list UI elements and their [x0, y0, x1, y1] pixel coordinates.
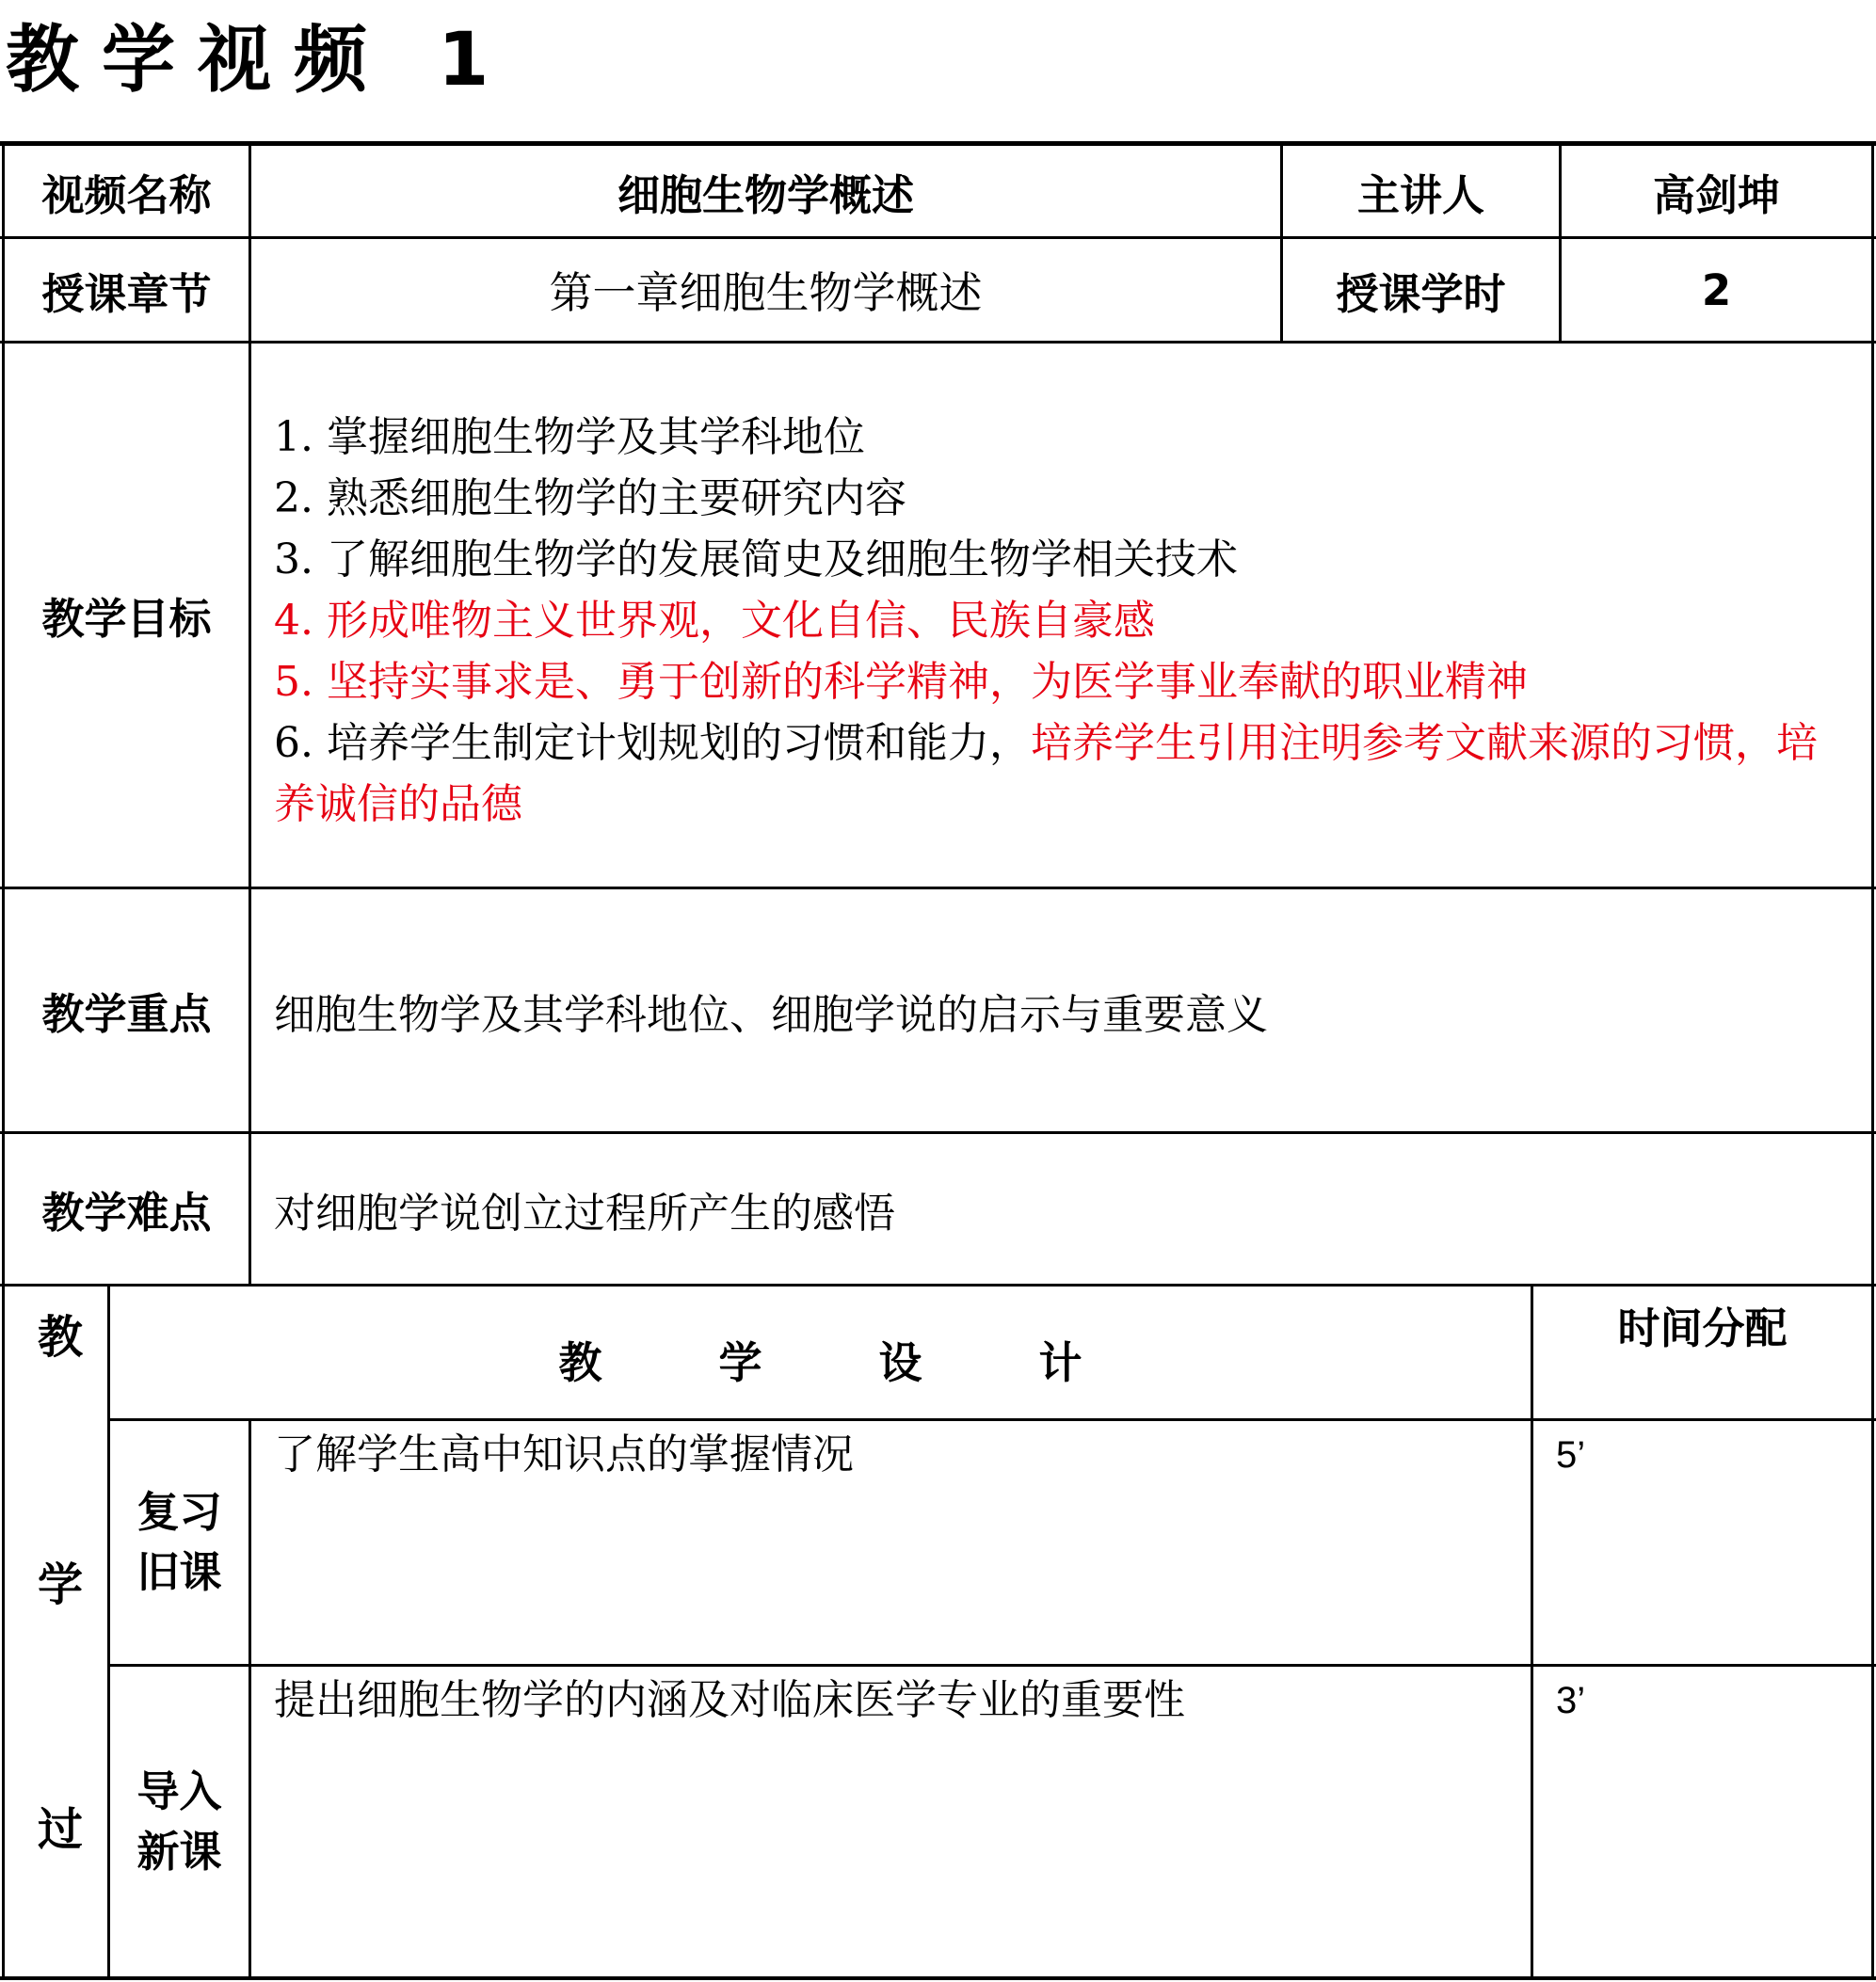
chapter-value: 第一章细胞生物学概述 [549, 267, 983, 318]
process-row-text: 提出细胞生物学的内涵及对临床医学专业的重要性 [274, 1676, 1185, 1724]
design-header-char: 学 [718, 1337, 762, 1388]
objective-item: 4. 形成唯物主义世界观，文化自信、民族自豪感 [274, 597, 1155, 645]
process-row-label [110, 1421, 249, 1664]
objective-item: 5. 坚持实事求是、勇于创新的科学精神，为医学事业奉献的职业精神 [274, 658, 1528, 706]
process-label-char: 学 [37, 1558, 83, 1611]
process-row-time-value: 5’ [1556, 1434, 1586, 1476]
key-points-content [251, 889, 1871, 1131]
lesson-plan-table [0, 141, 1876, 1982]
objective-item-text: 6. 培养学生制定计划规划的习惯和能力， [274, 719, 1031, 767]
objective-item [274, 712, 1855, 835]
process-row-label-line: 旧课 [136, 1547, 222, 1597]
difficulties-content [251, 1134, 1871, 1284]
video-name-label: 视频名称 [41, 169, 212, 220]
lecturer-value: 高剑坤 [1652, 169, 1780, 220]
process-row-label-line: 导入 [136, 1766, 222, 1816]
process-row-label-line: 复习 [136, 1487, 222, 1537]
process-row-text: 了解学生高中知识点的掌握情况 [274, 1431, 854, 1479]
design-header-char: 教 [558, 1337, 602, 1388]
page-title: 教学视频 1 [6, 18, 512, 103]
difficulties-text: 对细胞学说创立过程所产生的感悟 [274, 1189, 895, 1238]
objectives-label: 教学目标 [41, 594, 212, 644]
key-points-label: 教学重点 [41, 989, 212, 1039]
design-header-char: 计 [1038, 1337, 1082, 1388]
lecturer-label: 主讲人 [1356, 169, 1484, 220]
process-label-char: 教 [37, 1311, 83, 1364]
process-row-label-line: 新课 [136, 1826, 222, 1877]
hours-label: 授课学时 [1336, 268, 1506, 319]
objective-item: 3. 了解细胞生物学的发展简史及细胞生物学相关技术 [274, 535, 1238, 583]
objectives-content [251, 344, 1871, 887]
process-row-time [1533, 1421, 1871, 1664]
design-header [110, 1287, 1531, 1418]
process-row-time [1533, 1667, 1871, 1976]
objective-item: 1. 掌握细胞生物学及其学科地位 [274, 413, 865, 461]
objective-item: 2. 熟悉细胞生物学的主要研究内容 [274, 474, 906, 522]
process-row-time-value: 3’ [1556, 1680, 1586, 1721]
process-row-content [251, 1421, 1531, 1664]
objective-item-emphasis: 培养学生引用注明参考文献来源的习惯，培养诚信的品德 [274, 719, 1818, 828]
time-header: 时间分配 [1617, 1303, 1788, 1353]
process-row-label [110, 1667, 249, 1976]
process-label-char: 过 [37, 1803, 83, 1856]
process-row-content [251, 1667, 1531, 1976]
hours-value: 2 [1701, 264, 1732, 315]
table-bottom-border [0, 1976, 1876, 1980]
video-name-value: 细胞生物学概述 [617, 169, 914, 220]
chapter-label: 授课章节 [41, 268, 212, 319]
process-label [5, 1287, 107, 1976]
table-right-border [1871, 141, 1874, 1980]
key-points-text: 细胞生物学及其学科地位、细胞学说的启示与重要意义 [274, 990, 1268, 1039]
difficulties-label: 教学难点 [41, 1188, 212, 1238]
design-header-char: 设 [878, 1337, 922, 1388]
